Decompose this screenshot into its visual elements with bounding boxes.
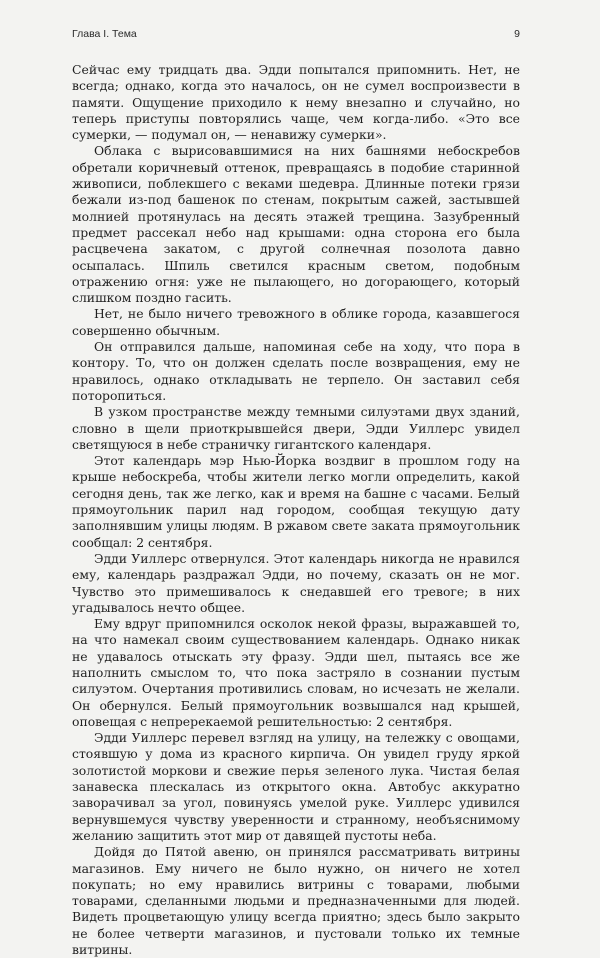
- paragraph: Ему вдруг припомнился осколок некой фразы, выражавшей то, на что намекал своим существованием календарь. Однако никак не удавалось отыскать эту фразу. Эдди шел, пытаясь все же наполнить смыслом то, что пока застряло в сознании пустым силуэтом. Очертания противились словам, но исчезать не желали. Он обернулся. Белый прямоугольник возвышался над крышей, оповещая с непререкаемой решительностью: 2 сентября.: [72, 616, 520, 729]
- paragraph: Нет, не было ничего тревожного в облике города, казавшегося совершенно обычным.: [72, 306, 520, 338]
- running-header: [72, 28, 520, 44]
- paragraph: Он отправился дальше, напоминая себе на ходу, что пора в контору. То, что он должен сделать после возвращения, ему не нравилось, однако откладывать не терпело. Он заставил себя поторопиться.: [72, 339, 520, 403]
- paragraph: Эдди Уиллерс перевел взгляд на улицу, на тележку с овощами, стоявшую у дома из красного кирпича. Он увидел груду яркой золотистой моркови и свежие перья зеленого лука. Чистая белая занавеска плескалась из открытого окна. Автобус аккуратно заворачивал за угол, повинуясь умелой руке. Уиллерс удивился вернувшемуся чувству уверенности и странному, необъяснимому желанию защитить этот мир от давящей пустоты неба.: [72, 730, 520, 843]
- page-number: 9: [514, 28, 520, 40]
- paragraph: Этот календарь мэр Нью-Йорка воздвиг в прошлом году на крыше небоскреба, чтобы жители легко могли определить, какой сегодня день, так же легко, как и время на башне с часами. Белый прямоугольник парил над городом, сообщая текущую дату заполнявшим улицы людям. В ржавом свете заката прямоугольник сообщал: 2 сентября.: [72, 453, 520, 550]
- body-text: [72, 62, 520, 958]
- paragraph: Дойдя до Пятой авеню, он принялся рассматривать витрины магазинов. Ему ничего не было нужно, он ничего не хотел покупать; но ему нравились витрины с товарами, любыми товарами, сделанными людьми и предназначенными для людей. Видеть процветающую улицу всегда приятно; здесь было закрыто не более четверти магазинов, и пустовали только их темные витрины.: [72, 844, 520, 958]
- paragraph: В узком пространстве между темными силуэтами двух зданий, словно в щели приоткрывшейся двери, Эдди Уиллерс увидел светящуюся в небе страничку гигантского календаря.: [72, 404, 520, 452]
- paragraph: Облака с вырисовавшимися на них башнями небоскребов обретали коричневый оттенок, превращаясь в подобие старинной живописи, поблекшего с веками шедевра. Длинные потеки грязи бежали из-под башенок по стенам, покрытым сажей, застывшей молнией протянулась на десять этажей трещина. Зазубренный предмет рассекал небо над крышами: одна сторона его была расцвечена закатом, с другой солнечная позолота давно осыпалась. Шпиль светился красным светом, подобным отражению огня: уже не пылающего, но догорающего, который слишком поздно гасить.: [72, 143, 520, 306]
- paragraph: Сейчас ему тридцать два. Эдди попытался припомнить. Нет, не всегда; однако, когда это началось, он не сумел воспроизвести в памяти. Ощущение приходило к нему внезапно и случайно, но теперь приступы повторялись чаще, чем когда-либо. «Это все сумерки, — подумал он, — ненавижу сумерки».: [72, 62, 520, 143]
- paragraph: Эдди Уиллерс отвернулся. Этот календарь никогда не нравился ему, календарь раздражал Эдди, но почему, сказать он не мог. Чувство это примешивалось к снедавшей его тревоге; в них угадывалось нечто общее.: [72, 550, 520, 615]
- chapter-title: Глава I. Тема: [72, 28, 137, 40]
